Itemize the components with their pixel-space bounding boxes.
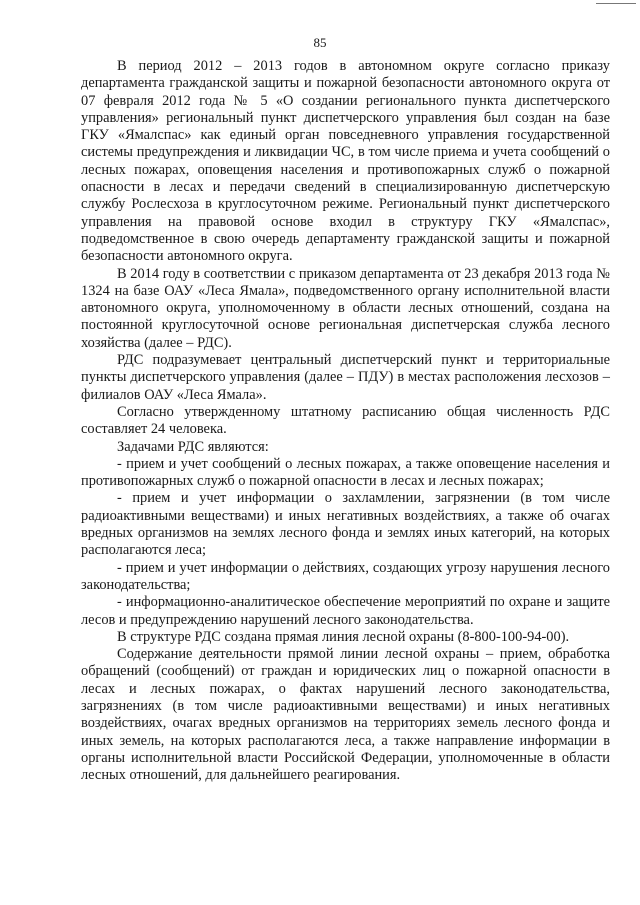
- paragraph-hotline: В структуре РДС создана прямая линия лесной охраны (8-800-100-94-00).: [117, 628, 570, 645]
- list-item-analytics-support: - информационно-аналитическое обеспечение мероприятий по охране и защите лесов и предупреждению нарушений лесного законодательства.: [81, 594, 610, 628]
- document-body: [81, 58, 610, 784]
- list-item-fire-reports: - прием и учет сообщений о лесных пожарах, а также оповещение населения и противопожарных служб о пожарной опасности в лесах и лесных пожарах;: [81, 455, 610, 490]
- list-item-pollution-reports: - прием и учет информации о захламлении, загрязнении (в том числе радиоактивными веществами) и иных негативных воздействиях, а также об очагах вредных организмов на землях лесного фонда и землях иных категорий, на которых располагаются леса;: [81, 490, 610, 559]
- page-number: 85: [313, 35, 327, 50]
- list-item-violation-threats: - прием и учет информации о действиях, создающих угрозу нарушения лесного законодательства;: [81, 559, 610, 593]
- paragraph-staff-count: Согласно утвержденному штатному расписанию общая численность РДС составляет 24 человека.: [81, 403, 610, 438]
- paragraph-rds-structure: РДС подразумевает центральный диспетчерский пункт и территориальные пункты диспетчерского управления (далее – ПДУ) в местах расположения лесхозов – филиалов ОАУ «Леса Ямала».: [81, 352, 610, 403]
- paragraph-rds-creation: В 2014 году в соответствии с приказом департамента от 23 декабря 2013 года № 1324 на базе ОАУ «Леса Ямала», подведомственного органу исполнительной власти автономного округа, уполномоченному в области лесных отношений, создана на постоянной круглосуточной основе региональная диспетчерская служба лесного хозяйства (далее – РДС).: [81, 265, 610, 351]
- paragraph-tasks-heading: Задачами РДС являются:: [117, 438, 269, 455]
- paragraph-hotline-activity: Содержание деятельности прямой линии лесной охраны – прием, обработка обращений (сообщений) от граждан и юридических лиц о пожарной опасности в лесах и лесных пожарах, о фактах нарушений лесного законодательства, загрязнениях (в том числе радиоактивными веществами) и иных негативных воздействиях, очагах вредных организмов на территориях земель лесного фонда и иных земель, на которых располагаются леса, а также направление информации в органы исполнительной власти Российской Федерации, уполномоченные в области лесных отношений, для дальнейшего реагирования.: [81, 646, 610, 784]
- paragraph-rpdu-history: В период 2012 – 2013 годов в автономном округе согласно приказу департамента гражданской защиты и пожарной безопасности автономного округа от 07 февраля 2012 года № 5 «О создании регионального пункта диспетчерского управления» региональный пункт диспетчерского управления был создан на базе ГКУ «Ямалспас» как единый орган повседневного управления государственной системы предупреждения и ликвидации ЧС, в том числе приема и учета сообщений о лесных пожарах, оповещения населения и противопожарных служб о пожарной опасности в лесах и передачи сведений в специализированную диспетчерскую службу Рослесхоза в круглосуточном режиме. Региональный пункт диспетчерского управления на правовой основе входил в структуру ГКУ «Ямалспас», подведомственное в свою очередь департаменту гражданской защиты и пожарной безопасности автономного округа.: [81, 58, 610, 265]
- scan-corner-mark: [596, 3, 636, 4]
